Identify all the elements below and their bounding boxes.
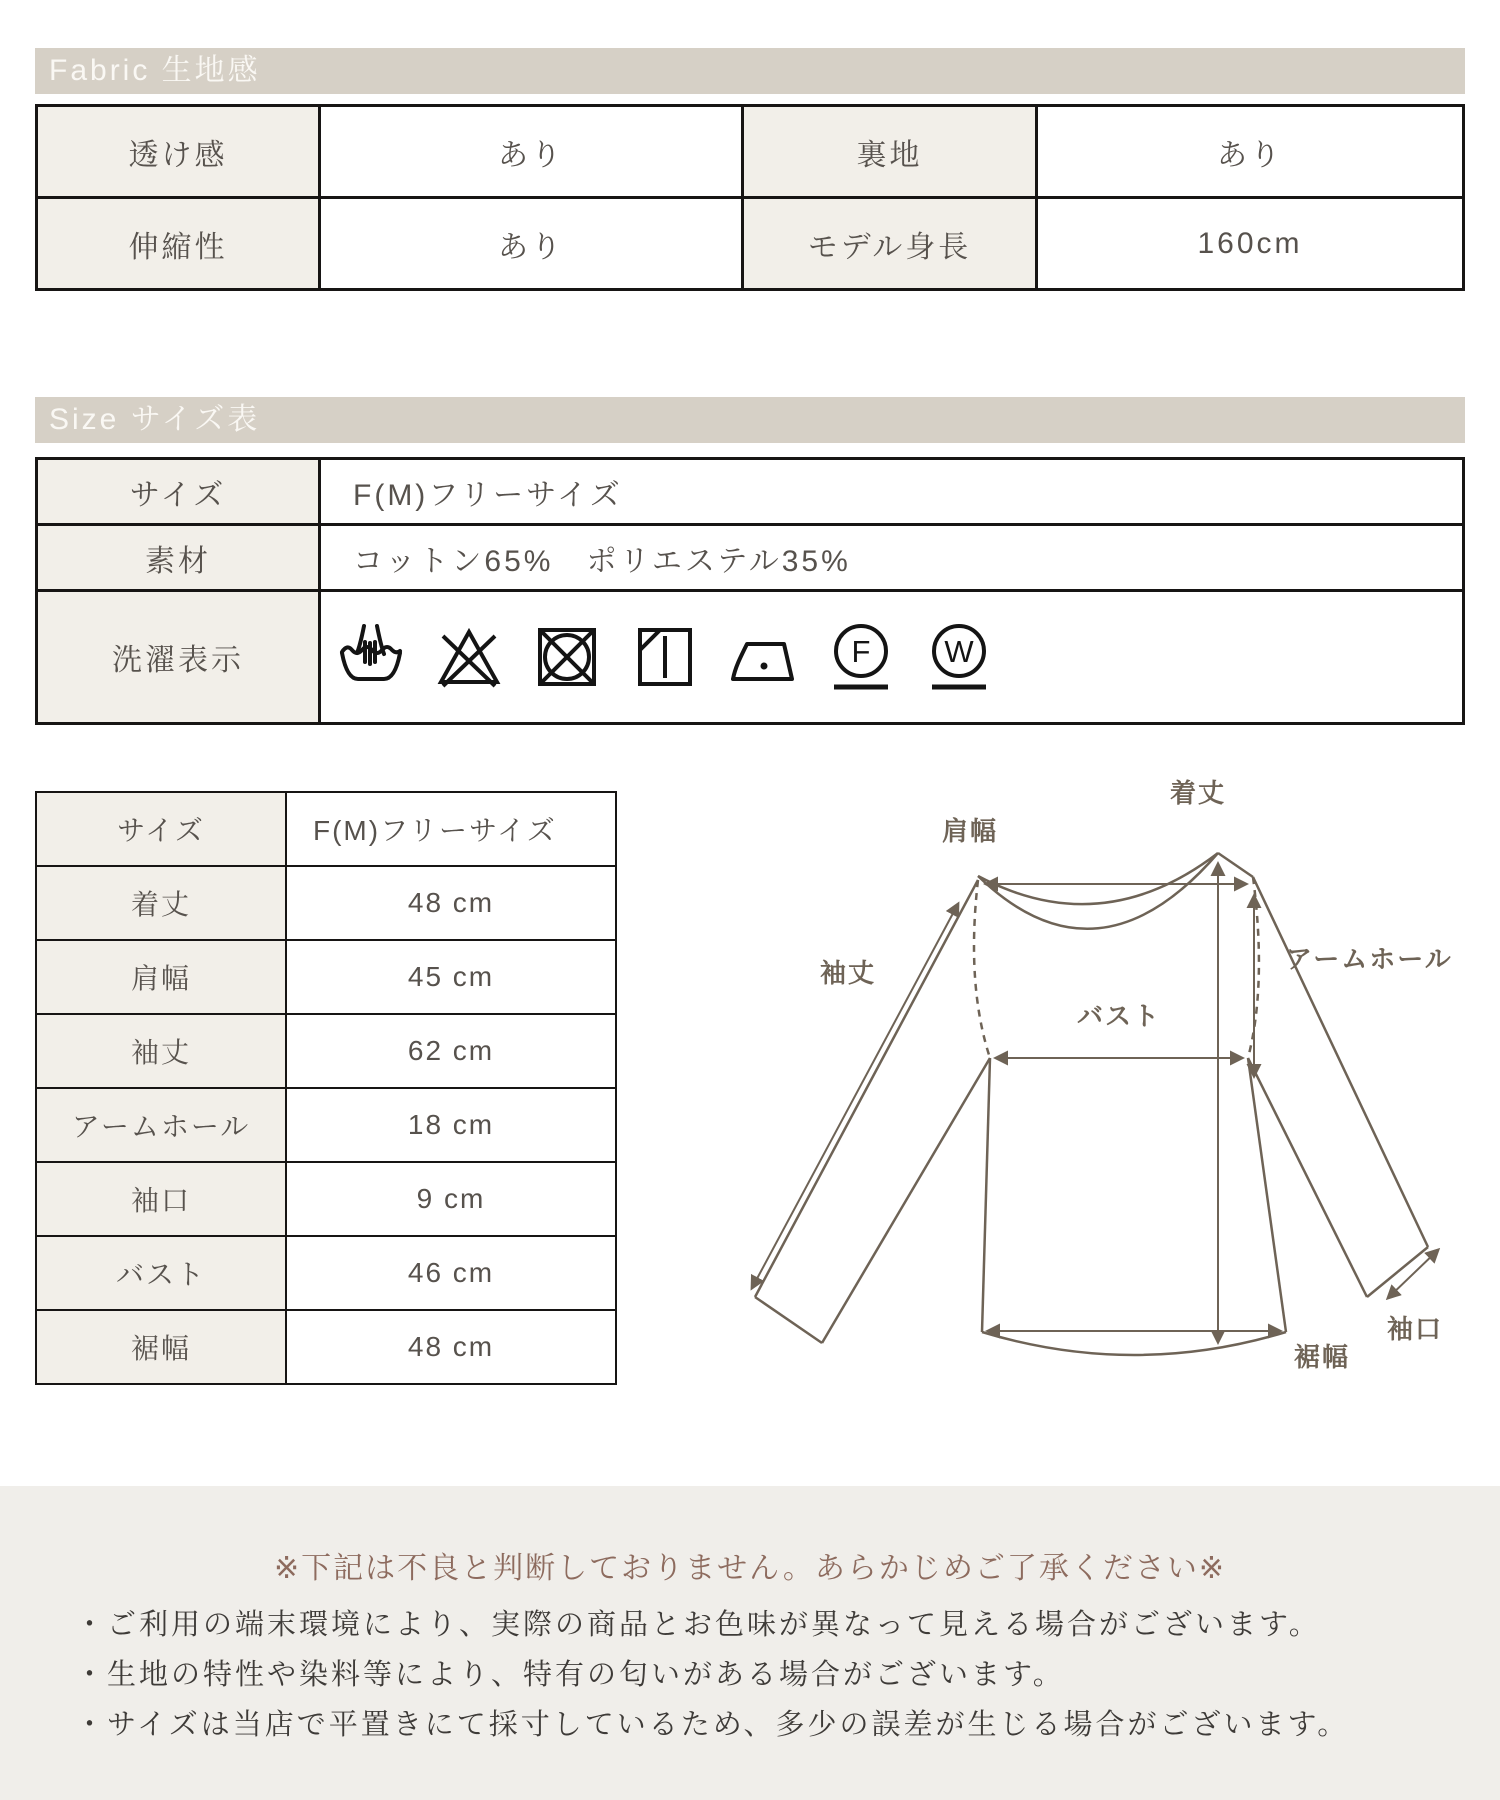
dry-clean-F-icon bbox=[825, 620, 897, 694]
fabric-value-lining: あり bbox=[1037, 106, 1464, 198]
fabric-table bbox=[35, 104, 1465, 291]
diagram-label-hem: 裾幅 bbox=[1294, 1342, 1351, 1372]
material-value: コットン65% ポリエステル35% bbox=[320, 525, 1464, 591]
material-row bbox=[37, 525, 1464, 591]
material-label: 素材 bbox=[37, 525, 320, 591]
fabric-value-stretch: あり bbox=[320, 198, 743, 290]
measure-label-armhole: アームホール bbox=[36, 1088, 286, 1162]
measure-label-cuff: 袖口 bbox=[36, 1162, 286, 1236]
size-label: サイズ bbox=[37, 459, 320, 525]
care-label: 洗濯表示 bbox=[37, 591, 320, 724]
table-row bbox=[36, 866, 616, 940]
bullet: ・ bbox=[75, 1659, 108, 1691]
measurement-table bbox=[35, 791, 617, 1385]
note-item bbox=[75, 1650, 1495, 1700]
measure-value-hem: 48 cm bbox=[286, 1310, 616, 1384]
do-not-bleach-icon bbox=[433, 620, 505, 694]
line-dry-in-shade-icon bbox=[629, 620, 701, 694]
care-icons bbox=[335, 620, 1462, 694]
measurement-header-value: F(M)フリーサイズ bbox=[286, 792, 616, 866]
measurement-arrows bbox=[752, 864, 1438, 1342]
measure-value-armhole: 18 cm bbox=[286, 1088, 616, 1162]
fabric-row bbox=[37, 106, 1464, 198]
fabric-row bbox=[37, 198, 1464, 290]
fabric-value-model-height: 160cm bbox=[1037, 198, 1464, 290]
note-text: サイズは当店で平置きにて採寸しているため、多少の誤差が生じる場合がございます。 bbox=[107, 1709, 1350, 1741]
iron-low-heat-icon bbox=[727, 620, 799, 694]
dry-clean-letter: F bbox=[851, 634, 871, 669]
table-row bbox=[36, 1088, 616, 1162]
measure-label-length: 着丈 bbox=[36, 866, 286, 940]
notes-section bbox=[0, 1486, 1500, 1800]
table-row bbox=[36, 940, 616, 1014]
size-value: F(M)フリーサイズ bbox=[320, 459, 1464, 525]
garment-outline bbox=[755, 853, 1428, 1355]
diagram-label-shoulder: 肩幅 bbox=[941, 816, 999, 846]
diagram-label-armhole: アームホール bbox=[1286, 944, 1453, 974]
measurement-header-label: サイズ bbox=[36, 792, 286, 866]
wet-clean-W-icon bbox=[923, 620, 995, 694]
size-table bbox=[35, 457, 1465, 725]
diagram-label-sleeve: 袖丈 bbox=[819, 958, 877, 988]
notes-heading: ※下記は不良と判断しておりません。あらかじめご了承ください※ bbox=[273, 1552, 1227, 1585]
size-header-bar bbox=[35, 397, 1465, 443]
measure-label-bust: バスト bbox=[36, 1236, 286, 1310]
table-row bbox=[36, 1236, 616, 1310]
table-row bbox=[36, 1162, 616, 1236]
measure-label-shoulder: 肩幅 bbox=[36, 940, 286, 1014]
measure-value-shoulder: 45 cm bbox=[286, 940, 616, 1014]
measurement-header-row bbox=[36, 792, 616, 866]
bullet: ・ bbox=[75, 1609, 108, 1641]
diagram-label-length: 着丈 bbox=[1169, 778, 1227, 808]
table-row bbox=[36, 1310, 616, 1384]
measure-label-hem: 裾幅 bbox=[36, 1310, 286, 1384]
fabric-header-label: Fabric 生地感 bbox=[49, 54, 261, 87]
fabric-value-sheerness: あり bbox=[320, 106, 743, 198]
diagram-label-cuff: 袖口 bbox=[1386, 1314, 1444, 1344]
note-text: ご利用の端末環境により、実際の商品とお色味が異なって見える場合がございます。 bbox=[107, 1609, 1321, 1641]
wet-clean-letter: W bbox=[944, 634, 974, 669]
diagram-label-bust: バスト bbox=[1076, 1001, 1162, 1031]
garment-diagram bbox=[640, 690, 1500, 1390]
measure-value-length: 48 cm bbox=[286, 866, 616, 940]
size-header-label: Size サイズ表 bbox=[49, 403, 261, 436]
measure-value-cuff: 9 cm bbox=[286, 1162, 616, 1236]
fabric-label-sheerness: 透け感 bbox=[37, 106, 320, 198]
measure-value-sleeve: 62 cm bbox=[286, 1014, 616, 1088]
bullet: ・ bbox=[75, 1709, 108, 1741]
fabric-label-lining: 裏地 bbox=[743, 106, 1037, 198]
hand-wash-icon bbox=[335, 620, 407, 694]
note-text: 生地の特性や染料等により、特有の匂いがある場合がございます。 bbox=[107, 1659, 1065, 1691]
fabric-label-model-height: モデル身長 bbox=[743, 198, 1037, 290]
fabric-label-stretch: 伸縮性 bbox=[37, 198, 320, 290]
size-row bbox=[37, 459, 1464, 525]
do-not-tumble-dry-icon bbox=[531, 620, 603, 694]
note-item bbox=[75, 1700, 1495, 1750]
table-row bbox=[36, 1014, 616, 1088]
fabric-header-bar bbox=[35, 48, 1465, 94]
notes-list bbox=[75, 1600, 1495, 1750]
measure-label-sleeve: 袖丈 bbox=[36, 1014, 286, 1088]
note-item bbox=[75, 1600, 1495, 1650]
measure-value-bust: 46 cm bbox=[286, 1236, 616, 1310]
left-armhole-dashed-line bbox=[974, 880, 990, 1058]
